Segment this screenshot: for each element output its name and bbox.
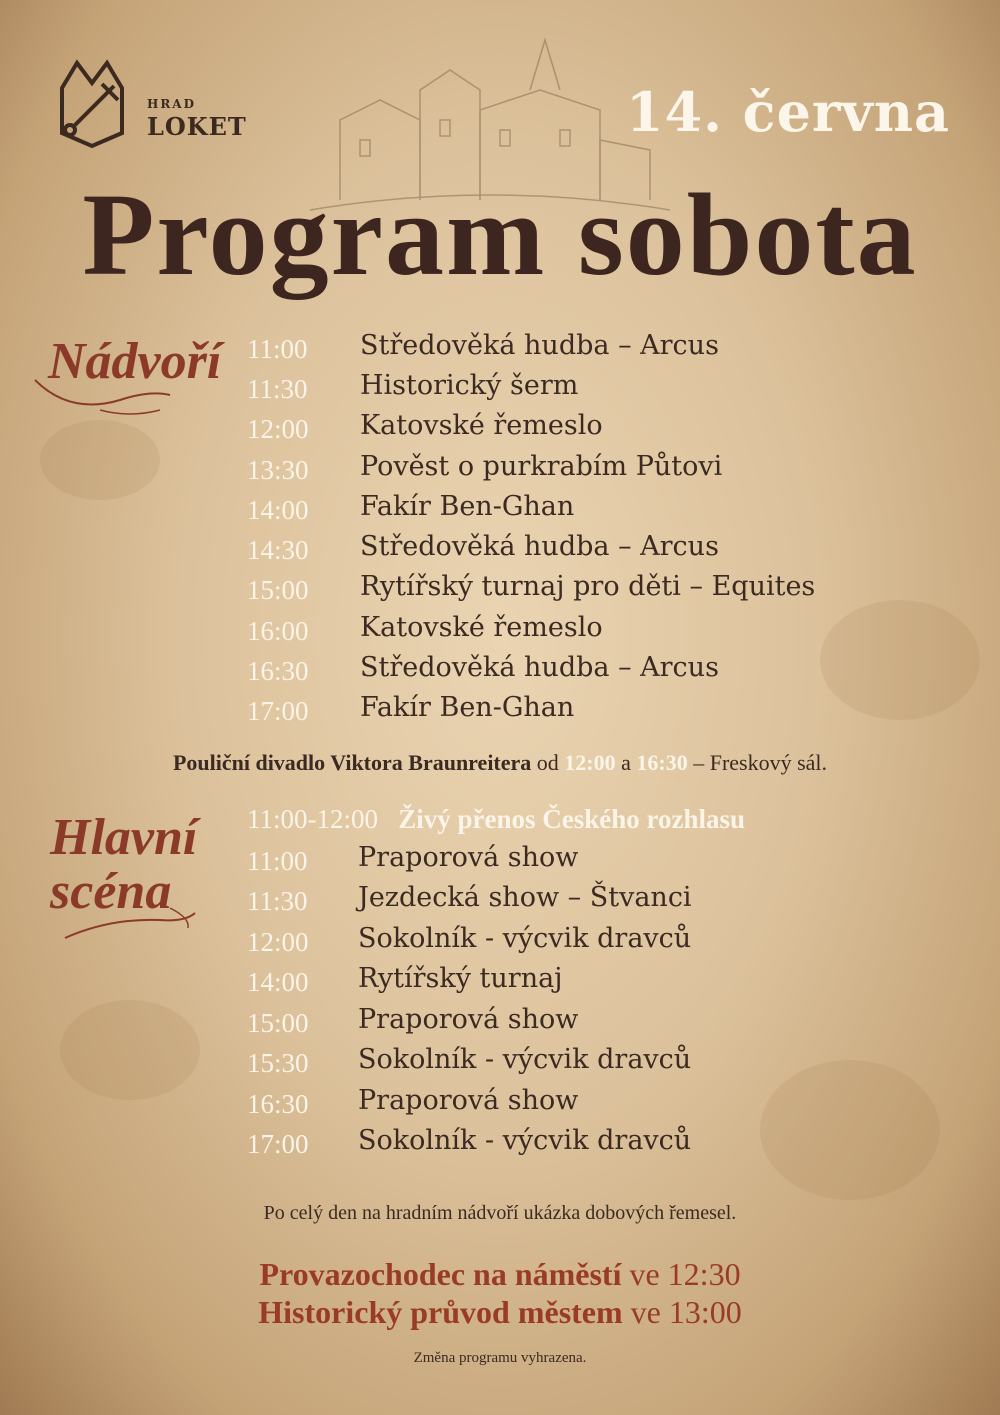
schedule-row [0,842,1000,882]
row-act: Středověká hudba – Arcus [360,531,719,562]
row-act: Historický šerm [360,370,579,401]
row-time: 15:00 [247,575,309,605]
logo-big-text: LOKET [147,112,247,141]
row-time: 15:00 [247,1008,309,1038]
row-time: 16:30 [247,656,309,686]
row-act: Rytířský turnaj [358,963,563,994]
row-time: 12:00 [247,414,309,444]
program-change-note: Změna programu vyhrazena. [413,1350,587,1366]
row-time: 11:00 [247,334,308,364]
row-time: 13:30 [247,455,309,485]
row-time: 17:00 [247,1129,309,1159]
row-act: Praporová show [358,1004,579,1035]
theatre-time-2: 16:30 [636,750,688,775]
extra-event-1-time: ve 12:30 [629,1256,741,1292]
schedule-row [0,692,1000,732]
row-act: Sokolník - výcvik dravců [358,1044,692,1075]
row-act: Katovské řemeslo [360,612,603,643]
row-time: 14:00 [247,967,309,997]
schedule-row [0,330,1000,370]
live-broadcast-row [247,804,745,835]
row-time: 16:30 [247,1089,309,1119]
theatre-and: a [621,750,631,775]
row-act: Rytířský turnaj pro děti – Equites [360,571,816,602]
row-act: Katovské řemeslo [360,410,603,441]
extra-event-2-name: Historický průvod městem [258,1294,623,1330]
row-time: 11:30 [247,886,308,916]
row-act: Středověká hudba – Arcus [360,330,719,361]
schedule-row [0,451,1000,491]
schedule-row [0,491,1000,531]
schedule-row [0,410,1000,450]
schedule-row [0,531,1000,571]
row-act: Praporová show [358,1085,579,1116]
live-act: Živý přenos Českého rozhlasu [398,804,746,834]
row-time: 15:30 [247,1048,309,1078]
row-time: 17:00 [247,696,309,726]
row-act: Fakír Ben-Ghan [360,692,575,723]
schedule-row [0,1004,1000,1044]
schedule-row [0,612,1000,652]
row-time: 16:00 [247,616,309,646]
event-date: 14. června [625,80,950,144]
row-act: Fakír Ben-Ghan [360,491,575,522]
theatre-from: od [536,750,559,775]
schedule-row [0,571,1000,611]
row-act: Praporová show [358,842,579,873]
extra-event-1 [0,1256,1000,1293]
page-title: Program sobota [82,169,918,300]
live-time: 11:00-12:00 [247,804,378,834]
all-day-note: Po celý den na hradním nádvoří ukázka dobových řemesel. [263,1202,737,1224]
schedule-row [0,1085,1000,1125]
venue-courtyard-label: Nádvoří [48,333,222,390]
row-time: 12:00 [247,927,309,957]
schedule-row [0,652,1000,692]
extra-event-2 [0,1294,1000,1331]
row-time: 14:30 [247,535,309,565]
row-act: Sokolník - výcvik dravců [358,923,692,954]
schedule-row [0,882,1000,922]
row-act: Středověká hudba – Arcus [360,652,719,683]
row-time: 11:30 [247,374,308,404]
row-act: Pověst o purkrabím Půtovi [360,451,723,482]
theatre-place: – Freskový sál. [693,750,828,775]
theatre-note [0,750,1000,776]
venue-main-stage-label-1: Hlavní [50,809,198,866]
extra-event-2-time: ve 13:00 [630,1294,742,1330]
schedule-row [0,963,1000,1003]
row-time: 11:00 [247,846,308,876]
theatre-name: Pouliční divadlo Viktora Braunreitera [172,750,532,775]
logo-small-text: HRAD [147,97,197,111]
hrad-loket-logo-icon [52,58,132,148]
schedule-row [0,370,1000,410]
venue-main-stage-label-2: scéna [50,863,172,920]
extra-event-1-name: Provazochodec na náměstí [259,1256,622,1292]
schedule-row [0,1125,1000,1165]
row-act: Sokolník - výcvik dravců [358,1125,692,1156]
schedule-row [0,1044,1000,1084]
row-act: Jezdecká show – Štvanci [358,882,692,913]
row-time: 14:00 [247,495,309,525]
schedule-row [0,923,1000,963]
theatre-time-1: 12:00 [564,750,616,775]
